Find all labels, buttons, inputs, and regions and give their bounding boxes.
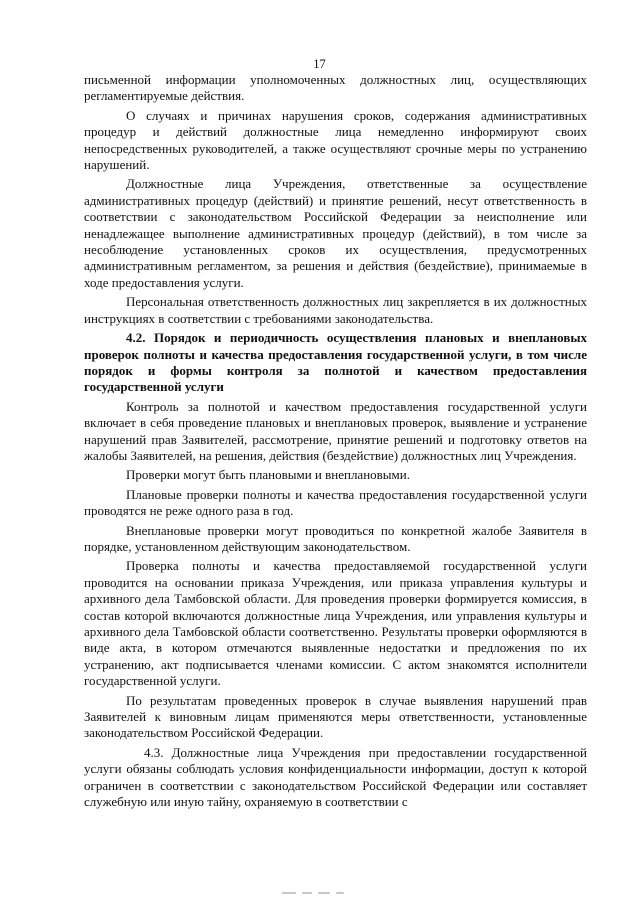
scan-artifacts — [0, 888, 639, 898]
paragraph-inspection-procedure: Проверка полноты и качества предоставляемой государственной услуги проводится на основании приказа Учреждения, или приказа управления культуры и архивного дела Тамбовской области. Для проведения проверки формируется комиссия, в состав которой включаются должностные лица Учреждения, или управления культуры и архивного дела Тамбовской области соответственно. Результаты проверки оформляются в виде акта, в котором отмечаются выявленные недостатки и предложения по их устранению, акт подписывается членами комиссии. С актом знакомятся исполнители государственной услуги. — [84, 558, 587, 689]
paragraph-continuation: письменной информации уполномоченных должностных лиц, осуществляющих регламентируемые действия. — [84, 72, 587, 104]
paragraph-violations: О случаях и причинах нарушения сроков, содержания административных процедур и действий должностные лица немедленно информируют своих непосредственных руководителей, а также осуществляют срочные меры по устранению нарушений. — [84, 107, 587, 173]
page-number: 17 — [313, 57, 326, 71]
paragraph-unplanned-inspections: Внеплановые проверки могут проводиться по конкретной жалобе Заявителя в порядке, установленном действующим законодательством. — [84, 522, 587, 554]
document-body — [84, 72, 587, 813]
scan-speck — [282, 892, 296, 894]
paragraph-planned-inspections: Плановые проверки полноты и качества предоставления государственной услуги проводятся не реже одного раза в год. — [84, 486, 587, 519]
section-heading-4-2: 4.2. Порядок и периодичность осуществления плановых и внеплановых проверок полноты и качества предоставления государственной услуги, в том числе порядок и формы контроля за полнотой и качеством предоставления государственной услуги — [84, 330, 587, 395]
scan-speck — [336, 892, 344, 894]
scan-speck — [302, 892, 312, 894]
paragraph-control: Контроль за полнотой и качеством предоставления государственной услуги включает в себя проведение плановых и внеплановых проверок, выявление и устранение нарушений прав Заявителей, рассмотрение, принятие решений и подготовку ответов на жалобы Заявителей, на решения, действия (бездействие) должностных лиц Учреждения. — [84, 398, 587, 463]
paragraph-personal-responsibility: Персональная ответственность должностных лиц закрепляется в их должностных инструкциях в соответствии с требованиями законодательства. — [84, 294, 587, 326]
paragraph-confidentiality: 4.3. Должностные лица Учреждения при предоставлении государственной услуги обязаны соблюдать условия конфиденциальности информации, доступ к которой ограничен в соответствии с законодательством Российской Федерации или составляет служебную или иную тайну, охраняемую в соответствии с — [84, 744, 587, 810]
paragraph-inspection-results: По результатам проведенных проверок в случае выявления нарушений прав Заявителей к виновным лицам применяются меры ответственности, установленные законодательством Российской Федерации. — [84, 692, 587, 741]
paragraph-inspection-types: Проверки могут быть плановыми и внеплановыми. — [126, 467, 410, 483]
scan-speck — [318, 892, 330, 894]
paragraph-responsibility: Должностные лица Учреждения, ответственные за осуществление административных процедур (действий) и принятие решений, несут ответственность в соответствии с законодательством Российской Федерации за неисполнение или ненадлежащее выполнение административных процедур (действий), в том числе за несоблюдение установленных сроков их осуществления, предусмотренных административным регламентом, за решения и действия (бездействие), принимаемые в ходе предоставления услуги. — [84, 176, 587, 290]
